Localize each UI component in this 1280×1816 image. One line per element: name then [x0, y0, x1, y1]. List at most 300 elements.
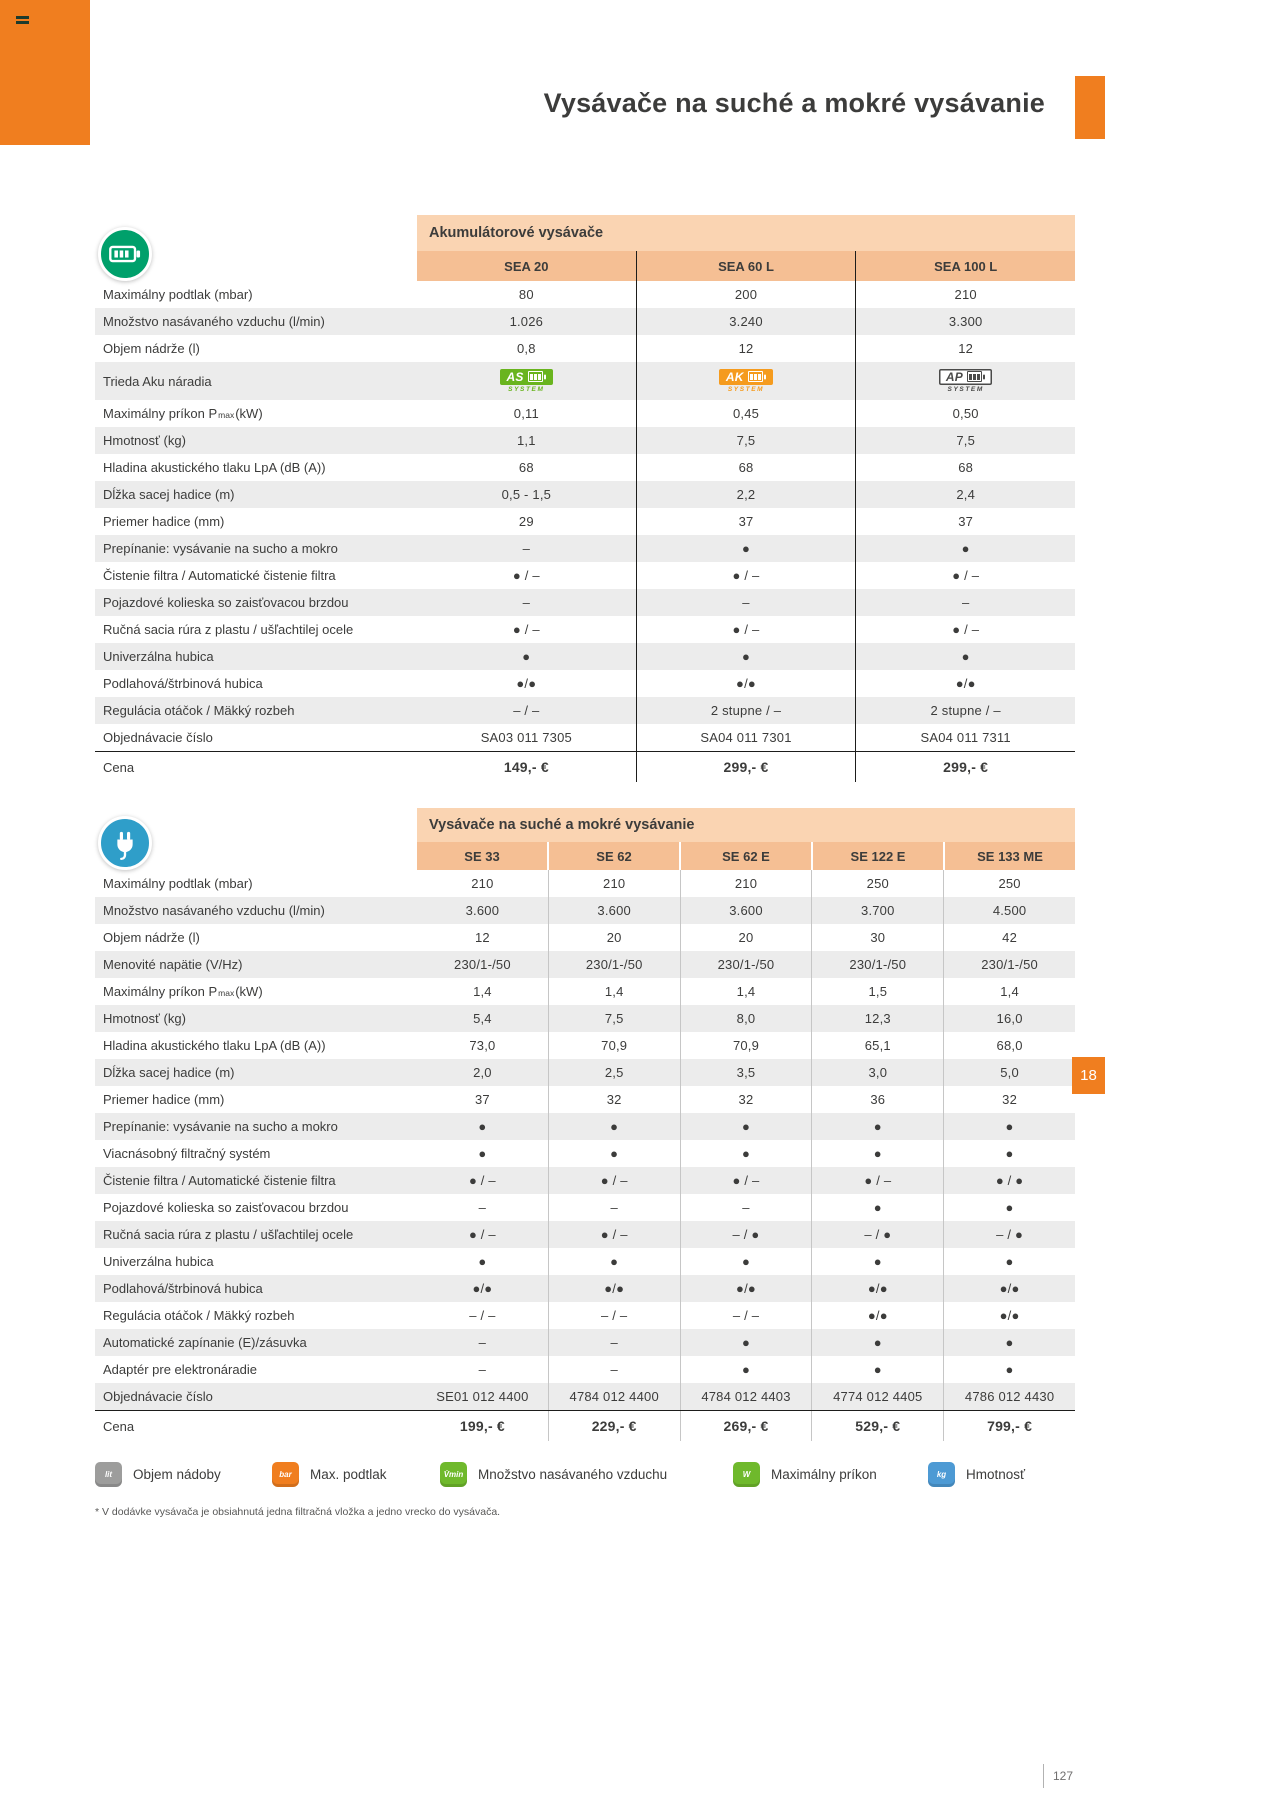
aku-system-badge-ap	[939, 369, 993, 394]
table-cell: 1,4	[473, 984, 492, 999]
table-row	[95, 1248, 1075, 1275]
table-cell: 7,5	[548, 1005, 680, 1032]
table-cell: ●	[680, 1356, 812, 1383]
table-cell: 20	[680, 924, 812, 951]
badge-subtitle: SYSTEM	[947, 385, 984, 393]
row-label: Hladina akustického tlaku LpA (dB (A))	[103, 460, 326, 475]
row-label: Viacnásobný filtračný systém	[103, 1146, 271, 1161]
table-cell: ●/●	[811, 1302, 943, 1329]
column-header-se-33: SE 33	[417, 842, 547, 870]
row-label: Menovité napätie (V/Hz)	[103, 957, 243, 972]
table-cell: – / ●	[811, 1221, 943, 1248]
table-cell: –	[680, 1194, 812, 1221]
table-cell: 3.240	[636, 308, 856, 335]
table-cell: 299,- €	[855, 752, 1075, 782]
table-cell: 229,- €	[548, 1411, 680, 1441]
table-cell: ●	[943, 1194, 1075, 1221]
table-cell: 37	[636, 508, 856, 535]
table-cell: 230/1-/50	[680, 951, 812, 978]
table-cell: SA03 011 7305	[480, 730, 572, 745]
table-row	[95, 508, 1075, 535]
table-cell: 3.600	[680, 897, 812, 924]
table-cell: 7,5	[636, 427, 856, 454]
table-cell: 20	[548, 924, 680, 951]
page-title: Vysávače na suché a mokré vysávanie	[543, 88, 1045, 118]
table-row	[95, 1113, 1075, 1140]
battery-bars-icon	[748, 371, 764, 382]
badge-subtitle: SYSTEM	[727, 385, 765, 393]
table-cell: ● / ●	[943, 1167, 1075, 1194]
table-cell: 2,4	[855, 481, 1075, 508]
legend-label: Hmotnosť	[966, 1467, 1026, 1482]
row-label: Množstvo nasávaného vzduchu (l/min)	[103, 314, 325, 329]
badge-subtitle: SYSTEM	[508, 385, 545, 393]
table-cell: 230/1-/50	[811, 951, 943, 978]
table-cell: 250	[811, 870, 943, 897]
table-cell: ●	[811, 1329, 943, 1356]
legend-icon-W: W	[733, 1462, 760, 1487]
table-row	[95, 427, 1075, 454]
table-cell: ●	[943, 1329, 1075, 1356]
table-cell: 3,0	[811, 1059, 943, 1086]
table-cell: ●/●	[943, 1275, 1075, 1302]
table-cell: 2 stupne / –	[636, 697, 856, 724]
table-cell: 3.300	[855, 308, 1075, 335]
table-row	[95, 643, 1075, 670]
table-cell: ●	[811, 1248, 943, 1275]
table-row	[95, 562, 1075, 589]
table-cell: ●/●	[811, 1275, 943, 1302]
row-label: Maximálny podtlak (mbar)	[103, 876, 253, 891]
battery-bar	[538, 374, 541, 380]
battery-bar	[977, 374, 980, 380]
table-cell: ● / –	[548, 1167, 680, 1194]
row-label: Objednávacie číslo	[103, 1389, 213, 1404]
table-row	[95, 1059, 1075, 1086]
table-row	[95, 978, 1075, 1005]
table-cell: 16,0	[943, 1005, 1075, 1032]
table-cell: 4784 012 4403	[680, 1383, 812, 1410]
table-cell: 68	[636, 454, 856, 481]
table-cell: 32	[943, 1086, 1075, 1113]
table-cell: ●	[943, 1356, 1075, 1383]
table-cell: 3.600	[548, 897, 680, 924]
row-label: Adaptér pre elektronáradie	[103, 1362, 257, 1377]
table-row	[95, 616, 1075, 643]
table-cell: 2,2	[636, 481, 856, 508]
table-row	[95, 924, 1075, 951]
table-cell: ● / –	[680, 1167, 812, 1194]
table-cell: ●	[522, 649, 531, 664]
table-cell: ●/●	[472, 1281, 493, 1296]
table-cell: 210	[548, 870, 680, 897]
menu-icon	[16, 16, 29, 26]
table-row	[95, 454, 1075, 481]
table-cell: SA04 011 7311	[855, 724, 1075, 751]
table-cell: 32	[548, 1086, 680, 1113]
row-label: Ručná sacia rúra z plastu / ušľachtilej ocele	[103, 622, 354, 637]
row-label: Objem nádrže (l)	[103, 341, 200, 356]
table-cell: 12	[474, 930, 490, 945]
legend-label: Maximálny príkon	[771, 1467, 877, 1482]
badge-band	[719, 369, 773, 385]
table-cell: 4.500	[943, 897, 1075, 924]
row-label: Maximálny príkon P max (kW)	[103, 984, 263, 999]
table-row	[95, 951, 1075, 978]
table-row	[95, 308, 1075, 335]
battery-glyph-svg	[105, 234, 145, 274]
row-label: Priemer hadice (mm)	[103, 514, 225, 529]
table-cell: – / –	[680, 1302, 812, 1329]
table-cell: 0,45	[636, 400, 856, 427]
row-label: Podlahová/štrbinová hubica	[103, 1281, 263, 1296]
table-cell: 36	[811, 1086, 943, 1113]
table-row	[95, 1221, 1075, 1248]
table-cell: ●	[811, 1140, 943, 1167]
table-cell: ●	[636, 643, 856, 670]
row-label: Podlahová/štrbinová hubica	[103, 676, 263, 691]
table-cell: 230/1-/50	[454, 957, 511, 972]
label-subscript: max	[218, 988, 235, 999]
row-label: Univerzálna hubica	[103, 1254, 214, 1269]
table-cell: 0,11	[513, 406, 539, 421]
table-row	[95, 1329, 1075, 1356]
table-cell: 1,4	[680, 978, 812, 1005]
table-cell: 2,5	[548, 1059, 680, 1086]
table-cell: ●	[855, 535, 1075, 562]
table-cell: SE01 012 4400	[436, 1389, 529, 1404]
table-cell: ● / –	[468, 1227, 496, 1242]
column-header-sea-100-l: SEA 100 L	[855, 251, 1075, 281]
table-cell: 210	[471, 876, 494, 891]
column-header-sea-60-l: SEA 60 L	[636, 251, 856, 281]
legend-item	[733, 1462, 877, 1487]
row-label: Hmotnosť (kg)	[103, 433, 186, 448]
table-cell: ●	[943, 1248, 1075, 1275]
row-label: Cena	[103, 1418, 135, 1434]
legend-icon-kg: kg	[928, 1462, 955, 1487]
table-cell: 230/1-/50	[943, 951, 1075, 978]
table-cell: ●	[680, 1140, 812, 1167]
table-cell: 37	[474, 1092, 490, 1107]
table-cell: ●	[478, 1254, 487, 1269]
table-cell: 70,9	[548, 1032, 680, 1059]
column-header-se-133-me: SE 133 ME	[943, 842, 1075, 870]
table1-body	[95, 281, 1075, 782]
table-cell: 4774 012 4405	[811, 1383, 943, 1410]
table2-title: Vysávače na suché a mokré vysávanie	[417, 808, 1075, 842]
table-row	[95, 870, 1075, 897]
table-cell: 1.026	[509, 314, 544, 329]
table-cell: 230/1-/50	[548, 951, 680, 978]
table-cell: ●	[943, 1113, 1075, 1140]
table-cell: ● / –	[512, 568, 540, 583]
battery-bar	[973, 374, 976, 380]
table-cell: 4784 012 4400	[548, 1383, 680, 1410]
table-cell: ●	[478, 1119, 487, 1134]
table-cell: –	[522, 541, 531, 556]
plug-glyph-svg	[105, 823, 145, 863]
table-row	[95, 481, 1075, 508]
table-row	[95, 724, 1075, 751]
table-cell: –	[855, 589, 1075, 616]
row-label: Trieda Aku náradia	[103, 373, 212, 389]
table-cell: ● / –	[636, 562, 856, 589]
legend-item	[440, 1462, 667, 1487]
table-cell: ●	[811, 1194, 943, 1221]
table-cell: 32	[680, 1086, 812, 1113]
table-cell: 68	[855, 454, 1075, 481]
top-right-orange-block	[1075, 76, 1105, 139]
table-cell: –	[478, 1335, 487, 1350]
table-row	[95, 670, 1075, 697]
table-cell: 299,- €	[636, 752, 856, 782]
legend	[0, 1462, 1280, 1506]
table-cell: –	[548, 1194, 680, 1221]
battery-bar	[750, 374, 753, 380]
battery-bar	[534, 374, 537, 380]
table-cell: 529,- €	[811, 1411, 943, 1441]
row-label: Pojazdové kolieska so zaisťovacou brzdou	[103, 1200, 349, 1215]
row-label: Dĺžka sacej hadice (m)	[103, 487, 235, 502]
table-cell: ●/●	[680, 1275, 812, 1302]
power-plug-icon	[98, 816, 152, 870]
battery-bar	[758, 374, 761, 380]
table-cell: 199,- €	[459, 1418, 505, 1434]
table-cell: –	[548, 1356, 680, 1383]
table-cell: 70,9	[680, 1032, 812, 1059]
row-label: Hladina akustického tlaku LpA (dB (A))	[103, 1038, 326, 1053]
row-label: Cena	[103, 759, 135, 775]
legend-icon-lit: lit	[95, 1462, 122, 1487]
table-cell: 80	[518, 287, 534, 302]
table-cell: 3.600	[465, 903, 500, 918]
table-cell: 4786 012 4430	[943, 1383, 1075, 1410]
table-cell: – / –	[513, 703, 540, 718]
label-subscript: max	[218, 410, 235, 421]
table-cell: ●/●	[855, 670, 1075, 697]
table-cell: 12	[636, 335, 856, 362]
table-cell: 3.700	[811, 897, 943, 924]
table-cell: ● / –	[468, 1173, 496, 1188]
table-cell: ● / –	[636, 616, 856, 643]
table-cell: 12,3	[811, 1005, 943, 1032]
row-label: Automatické zapínanie (E)/zásuvka	[103, 1335, 307, 1350]
row-label: Regulácia otáčok / Mäkký rozbeh	[103, 703, 295, 718]
table-cell: –	[548, 1329, 680, 1356]
column-header-se-62-e: SE 62 E	[679, 842, 811, 870]
battery-bars-icon	[967, 371, 983, 382]
table-row	[95, 1194, 1075, 1221]
table-row	[95, 1167, 1075, 1194]
table-cell: 799,- €	[943, 1411, 1075, 1441]
table-cell: 1,1	[517, 433, 536, 448]
table-cell: 5,4	[473, 1011, 492, 1026]
table-row	[95, 1086, 1075, 1113]
table-cell: – / ●	[680, 1221, 812, 1248]
table-cell: ●	[548, 1113, 680, 1140]
table-row	[95, 751, 1075, 782]
row-label: Čistenie filtra / Automatické čistenie filtra	[103, 1173, 336, 1188]
table-cell: 8,0	[680, 1005, 812, 1032]
table-cell: –	[522, 595, 531, 610]
table-cell: – / –	[469, 1308, 496, 1323]
table-cell: 29	[518, 514, 534, 529]
table-cell	[417, 362, 636, 400]
row-label: Pojazdové kolieska so zaisťovacou brzdou	[103, 595, 349, 610]
row-label: Dĺžka sacej hadice (m)	[103, 1065, 235, 1080]
aku-system-badge-ak	[719, 369, 773, 394]
row-label: Maximálny podtlak (mbar)	[103, 287, 253, 302]
row-label: Objem nádrže (l)	[103, 930, 200, 945]
row-label: Ručná sacia rúra z plastu / ušľachtilej ocele	[103, 1227, 354, 1242]
table-cell: 2,0	[473, 1065, 492, 1080]
table-row	[95, 1410, 1075, 1441]
legend-label: Max. podtlak	[310, 1467, 387, 1482]
table-cell: ● / –	[855, 562, 1075, 589]
row-label: Maximálny príkon P max (kW)	[103, 406, 263, 421]
battery-icon	[98, 227, 152, 281]
legend-item	[272, 1462, 387, 1487]
table-row	[95, 281, 1075, 308]
table-cell: 0,5 - 1,5	[501, 487, 552, 502]
row-label: Prepínanie: vysávanie na sucho a mokro	[103, 1119, 338, 1134]
table1-title: Akumulátorové vysávače	[417, 215, 1075, 251]
table-cell: 200	[636, 281, 856, 308]
footnote: * V dodávke vysávača je obsiahnutá jedna filtračná vložka a jedno vrecko do vysávača.	[95, 1506, 501, 1518]
table-cell: ●	[548, 1248, 680, 1275]
table-cell: ●	[548, 1140, 680, 1167]
table-row	[95, 1302, 1075, 1329]
table-cell: 210	[855, 281, 1075, 308]
table-cell: 3,5	[680, 1059, 812, 1086]
table-cell: 210	[680, 870, 812, 897]
badge-code: AS	[506, 369, 524, 384]
table-row	[95, 1356, 1075, 1383]
table-cell: ● / –	[811, 1167, 943, 1194]
table-cell: 12	[855, 335, 1075, 362]
row-label: Množstvo nasávaného vzduchu (l/min)	[103, 903, 325, 918]
legend-label: Objem nádoby	[133, 1467, 221, 1482]
legend-item	[928, 1462, 1025, 1487]
column-header-sea-20: SEA 20	[417, 251, 636, 281]
page-number: 127	[1053, 1769, 1074, 1783]
aku-system-badge-as	[500, 369, 554, 394]
table-row	[95, 1275, 1075, 1302]
table-cell	[855, 362, 1075, 400]
table-row	[95, 1032, 1075, 1059]
table-row	[95, 400, 1075, 427]
table-cell	[636, 362, 856, 400]
badge-band	[939, 369, 993, 385]
row-label: Prepínanie: vysávanie na sucho a mokro	[103, 541, 338, 556]
table-row	[95, 697, 1075, 724]
badge-code: AK	[725, 369, 744, 384]
table-cell: 68,0	[943, 1032, 1075, 1059]
page-footer	[1043, 1764, 1073, 1788]
table-cell: –	[478, 1362, 487, 1377]
legend-label: Množstvo nasávaného vzduchu	[478, 1467, 668, 1482]
table-cell: ●	[855, 643, 1075, 670]
table-cell: ●	[943, 1140, 1075, 1167]
table-cell: ● / –	[855, 616, 1075, 643]
table-cell: ●	[811, 1356, 943, 1383]
table-cell: ●	[478, 1146, 487, 1161]
table-row	[95, 1140, 1075, 1167]
row-label: Regulácia otáčok / Mäkký rozbeh	[103, 1308, 295, 1323]
table-cell: ●	[636, 535, 856, 562]
table-cell: – / ●	[943, 1221, 1075, 1248]
table-cell: ●/●	[548, 1275, 680, 1302]
table-row	[95, 535, 1075, 562]
legend-icon-Vmin: V̇min	[440, 1462, 467, 1487]
table-cell: 68	[518, 460, 534, 475]
table-cell: ●	[680, 1113, 812, 1140]
table-cell: 0,8	[517, 341, 536, 356]
table-cell: 1,4	[548, 978, 680, 1005]
column-header-se-62: SE 62	[547, 842, 679, 870]
table2-body	[95, 870, 1075, 1441]
legend-item	[95, 1462, 221, 1487]
table-cell: 5,0	[943, 1059, 1075, 1086]
badge-band	[500, 369, 554, 385]
table-cell: –	[478, 1200, 487, 1215]
top-left-orange-block	[0, 0, 90, 145]
table-cell: 30	[811, 924, 943, 951]
row-label: Hmotnosť (kg)	[103, 1011, 186, 1026]
table-row	[95, 362, 1075, 400]
row-label: Priemer hadice (mm)	[103, 1092, 225, 1107]
battery-bar	[530, 374, 533, 380]
table-cell: 65,1	[811, 1032, 943, 1059]
table-row	[95, 897, 1075, 924]
table-row	[95, 1383, 1075, 1410]
table1-header-row	[95, 251, 1075, 281]
table-cell: SA04 011 7301	[636, 724, 856, 751]
chapter-tab: 18	[1072, 1057, 1105, 1094]
table-cell: 149,- €	[503, 759, 549, 775]
table-cell: ● / –	[548, 1221, 680, 1248]
table-cell: 1,4	[943, 978, 1075, 1005]
table-cell: ●	[680, 1329, 812, 1356]
column-header-se-122-e: SE 122 E	[811, 842, 943, 870]
table-row	[95, 589, 1075, 616]
table-cell: 1,5	[811, 978, 943, 1005]
table-row	[95, 335, 1075, 362]
row-label: Objednávacie číslo	[103, 730, 213, 745]
table-cell: ●/●	[636, 670, 856, 697]
table-cell: 2 stupne / –	[855, 697, 1075, 724]
footer-divider	[1043, 1764, 1044, 1788]
table-cell: 269,- €	[680, 1411, 812, 1441]
table-cell: ●/●	[516, 676, 537, 691]
row-label: Univerzálna hubica	[103, 649, 214, 664]
battery-bar	[754, 374, 757, 380]
legend-icon-bar: bar	[272, 1462, 299, 1487]
badge-code: AP	[945, 369, 963, 384]
battery-bars-icon	[528, 371, 544, 382]
table-cell: 7,5	[855, 427, 1075, 454]
wet-dry-vacuums-table	[95, 808, 1075, 1441]
table2-header-row	[95, 842, 1075, 870]
table-cell: 37	[855, 508, 1075, 535]
battery-bar	[969, 374, 972, 380]
table-cell: ● / –	[512, 622, 540, 637]
table-cell: – / –	[548, 1302, 680, 1329]
table-cell: ●	[811, 1113, 943, 1140]
table-cell: ●	[680, 1248, 812, 1275]
table-cell: 0,50	[855, 400, 1075, 427]
